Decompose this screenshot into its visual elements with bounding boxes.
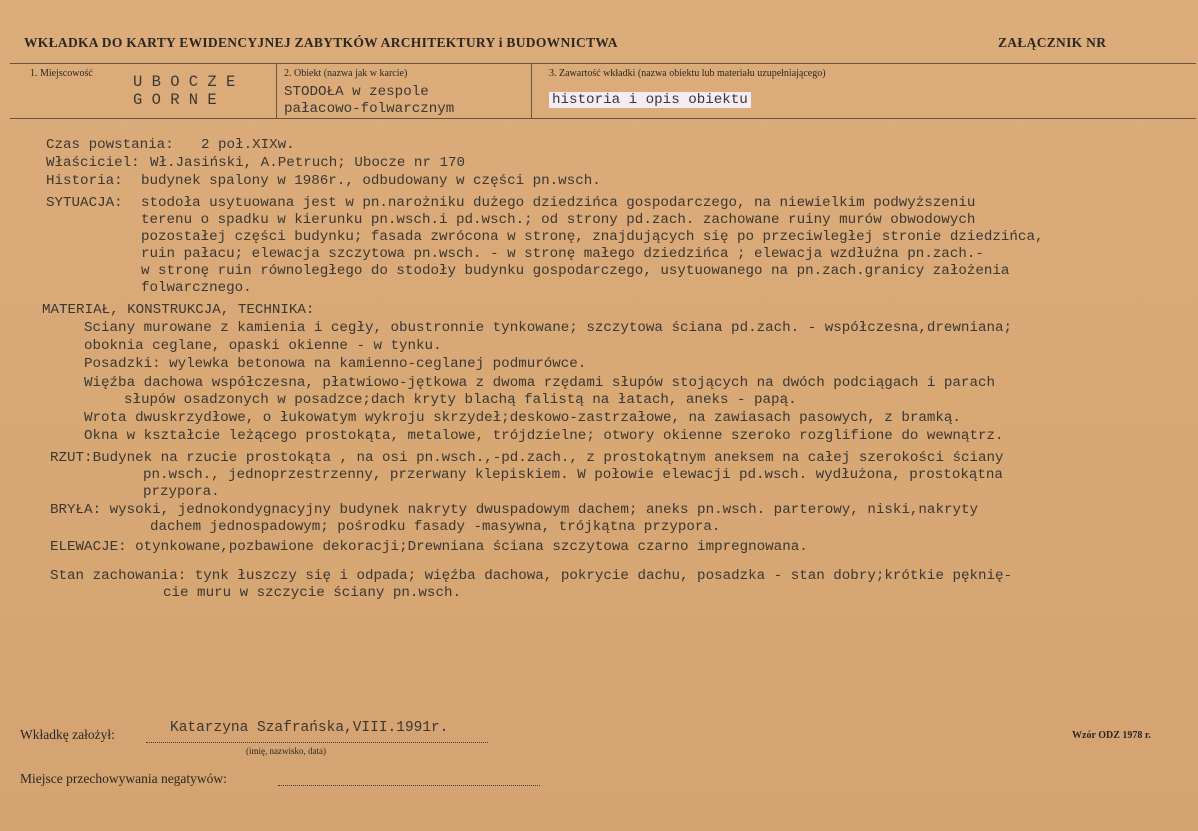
annex-number-label: ZAŁĄCZNIK NR <box>998 35 1107 50</box>
field-separator-2 <box>531 63 532 118</box>
field-separator-1 <box>276 63 277 118</box>
location-value-line2: G O R N E <box>133 91 217 109</box>
card-title: WKŁADKA DO KARTY EWIDENCYJNEJ ZABYTKÓW ARCHITEKTURY i BUDOWNICTWA <box>24 35 618 50</box>
form-code: Wzór ODZ 1978 r. <box>1072 730 1151 741</box>
location-label: 1. Miejscowość <box>30 68 93 79</box>
material-line: Więźba dachowa współczesna, płatwiowo-jętkowa z dwoma rzędami słupów stojących na dwóch podciągach i parach <box>84 375 995 391</box>
rzut-line: przypora. <box>143 484 220 500</box>
bryla-line: dachem jednospadowym; pośrodku fasady -masywna, trójkątna przypora. <box>150 519 721 535</box>
elewacje-line: ELEWACJE: otynkowane,pozbawione dekoracji;Drewniana ściana szczytowa czarno impregnowana. <box>50 539 808 555</box>
rzut-line: pn.wsch., jednoprzestrzenny, przerwany klepiskiem. W połowie elewacji pd.wsch. wydłużona, prostokątna <box>143 467 1003 483</box>
wlasciciel-value: Wł.Jasiński, A.Petruch; Ubocze nr 170 <box>150 155 466 171</box>
sytuacja-line: terenu o spadku w kierunku pn.wsch.i pd.wsch.; od strony pd.zach. zachowane ruiny murów obwodowych <box>141 212 976 228</box>
bryla-line: BRYŁA: wysoki, jednokondygnacyjny budynek nakryty dwuspadowym dachem; aneks pn.wsch. parterowy, niski,nakryty <box>50 502 979 518</box>
rzut-line: RZUT:Budynek na rzucie prostokąta , na osi pn.wsch.,-pd.zach., z prostokątnym aneksem na całej szerokości ściany <box>50 450 1004 466</box>
material-line: oboknia ceglane, opaski okienne - w tynku. <box>84 338 442 354</box>
material-line: Posadzki: wylewka betonowa na kamienno-ceglanej podmurówce. <box>84 356 587 372</box>
fields-bottom-divider <box>10 118 1196 119</box>
material-line: Okna w kształcie leżącego prostokąta, metalowe, trójdzielne; otwory okienne szeroko rozglifione do wewnątrz. <box>84 428 1004 444</box>
object-value-line1: STODOŁA w zespole <box>284 84 429 100</box>
material-line: Wrota dwuskrzydłowe, o łukowatym wykroju skrzydeł;deskowo-zastrzałowe, na zawiasach pasowych, z bramką. <box>84 410 961 426</box>
historia-value: budynek spalony w 1986r., odbudowany w części pn.wsch. <box>141 173 601 189</box>
sytuacja-label: SYTUACJA: <box>46 195 123 211</box>
czas-value: 2 poł.XIXw. <box>201 137 295 153</box>
object-value-line2: pałacowo-folwarcznym <box>284 101 455 117</box>
sytuacja-line: folwarcznego. <box>141 280 252 296</box>
sytuacja-line: pozostałej części budynku; fasada zwrócona w stronę, znajdujących się po przeciwległej stronie dziedzińca, <box>141 229 1044 245</box>
material-line: słupów osadzonych w posadzce;dach kryty blachą falistą na łatach, aneks - papą. <box>124 392 797 408</box>
contents-label: 3. Zawartość wkładki (nazwa obiektu lub materiału uzupełniającego) <box>549 68 826 79</box>
author-hint: (imię, nazwisko, data) <box>246 746 326 756</box>
sytuacja-line: stodoła usytuowana jest w pn.narożniku dużego dziedzińca gospodarczego, na niewielkim podwyższeniu <box>141 195 976 211</box>
wlasciciel-label: Właściciel: <box>46 155 140 171</box>
historia-label: Historia: <box>46 173 123 189</box>
negatives-dotted-line <box>278 785 540 786</box>
sytuacja-line: w stronę ruin równoległego do stodoły budynku gospodarczego, usytuowanego na pn.zach.granicy założenia <box>141 263 1010 279</box>
contents-value: historia i opis obiektu <box>549 92 751 108</box>
author-value: Katarzyna Szafrańska,VIII.1991r. <box>170 720 449 736</box>
stan-line: Stan zachowania: tynk łuszczy się i odpada; więźba dachowa, pokrycie dachu, posadzka - stan dobry;krótkie pęknię- <box>50 568 1013 584</box>
material-line: Sciany murowane z kamienia i cegły, obustronnie tynkowane; szczytowa ściana pd.zach. - współczesna,drewniana; <box>84 320 1013 336</box>
object-label: 2. Obiekt (nazwa jak w karcie) <box>284 68 408 79</box>
author-dotted-line <box>146 742 488 743</box>
negatives-label: Miejsce przechowywania negatywów: <box>20 771 227 786</box>
header-divider <box>10 63 1196 64</box>
sytuacja-line: ruin pałacu; elewacja szczytowa pn.wsch. - w stronę małego dziedzińca ; elewacja wzdłużna pn.zach.- <box>141 246 984 262</box>
author-label: Wkładkę założył: <box>20 727 115 742</box>
stan-line: cie muru w szczycie ściany pn.wsch. <box>163 585 461 601</box>
location-value-line1: U B O C Z E <box>133 73 236 91</box>
material-label: MATERIAŁ, KONSTRUKCJA, TECHNIKA: <box>42 302 315 318</box>
czas-label: Czas powstania: <box>46 137 174 153</box>
